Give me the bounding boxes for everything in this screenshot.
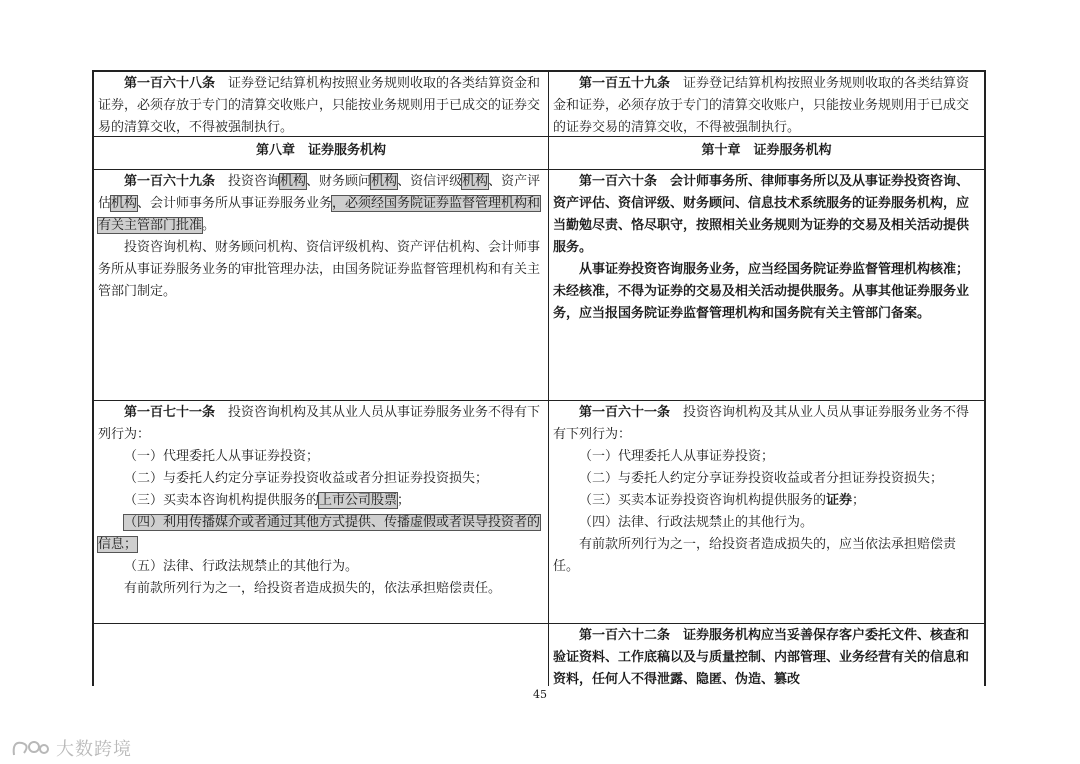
highlight-text: 机构 [111,196,138,211]
article-number: 第一百六十八条 [124,76,216,91]
comparison-table [92,70,986,686]
text-run: ； [852,493,866,508]
text-run: 投资咨询机构及其从业人员从事证券服务业务不得有下列行为： [98,405,541,442]
highlight-text: （四）利用传播媒介或者通过其他方式提供、传播虚假或者误导投资者的信息； [98,515,541,552]
list-item: （二）与委托人约定分享证券投资收益或者分担证券投资损失； [124,471,489,486]
paragraph: 第一百六十条 会计师事务所、律师事务所以及从事证券投资咨询、资产评估、资信评级、财务顾问、信息技术系统服务的证券服务机构，应当勤勉尽责、恪尽职守，按照相关业务规则为证券的交易及相关活动提供服务。 [552,174,969,255]
text-run: 。 [202,218,216,233]
article-number: 第一百五十九条 [578,76,670,91]
highlight-text: 上市公司股票 [319,493,398,508]
list-item: （五）法律、行政法规禁止的其他行为。 [124,559,359,574]
highlight-text: 机构 [280,174,307,189]
old-article-168 [94,72,549,136]
article-text: 证券登记结算机构按照业务规则收取的各类结算资金和证券，必须存放于专门的清算交收账户，只能按业务规则用于已成交的证券交易的清算交收，不得被强制执行。 [98,76,541,135]
text-run: ； [397,493,411,508]
page-number: 45 [533,688,547,701]
watermark-logo-icon [10,737,50,759]
table-row [94,137,984,170]
chapter-heading-left: 第八章 证券服务机构 [94,137,549,169]
list-item: （二）与委托人约定分享证券投资收益或者分担证券投资损失； [578,471,943,486]
highlight-text: ，必须经国务院证券监督管理机构和有关主管部门批准 [98,196,541,233]
text-run: 证券 [826,493,853,508]
text-run: 、财务顾问 [306,174,372,189]
text-run: 、资产评估 [98,174,541,211]
paragraph: 有前款所列行为之一，给投资者造成损失的，应当依法承担赔偿责任。 [552,537,956,574]
chapter-heading-right: 第十章 证券服务机构 [701,143,832,158]
table-row [94,401,984,624]
table-row [94,72,984,137]
paragraph: 投资咨询机构、财务顾问机构、资信评级机构、资产评估机构、会计师事务所从事证券服务业务的审批管理办法，由国务院证券监督管理机构和有关主管部门制定。 [98,240,541,299]
article-number: 第一百六十九条 [124,174,216,189]
text-run: （三）买卖本证券投资咨询机构提供服务的 [578,493,826,508]
highlight-text: 机构 [371,174,398,189]
table-row [94,170,984,401]
list-item: （四）法律、行政法规禁止的其他行为。 [578,515,813,530]
article-number: 第一百六十一条 [578,405,670,420]
text-run: 投资咨询 [215,174,281,189]
old-article-171 [94,401,549,623]
empty-cell [94,624,549,686]
paragraph: 有前款所列行为之一，给投资者造成损失的，依法承担赔偿责任。 [124,581,502,596]
new-article-161 [549,401,984,623]
watermark [10,735,132,761]
article-number: 第一百七十一条 [124,405,216,420]
new-article-159 [549,72,984,136]
new-article-162 [549,624,984,686]
text-run: 、资信评级 [397,174,463,189]
text-run: 、会计师事务所从事证券服务业务 [137,196,333,211]
list-item: （一）代理委托人从事证券投资； [124,449,320,464]
old-article-169 [94,170,549,400]
list-item: （一）代理委托人从事证券投资； [578,449,774,464]
article-text: 证券登记结算机构按照业务规则收取的各类结算资金和证券，必须存放于专门的清算交收账户，只能按业务规则用于已成交的证券交易的清算交收，不得被强制执行。 [552,76,970,135]
highlight-text: 机构 [462,174,489,189]
table-row [94,624,984,686]
text-run: 投资咨询机构及其从业人员从事证券服务业务不得有下列行为： [552,405,970,442]
new-article-160 [549,170,984,400]
paragraph: 从事证券投资咨询服务业务，应当经国务院证券监督管理机构核准；未经核准，不得为证券的交易及相关活动提供服务。从事其他证券服务业务，应当报国务院证券监督管理机构和国务院有关主管部门备案。 [552,262,969,321]
watermark-text: 大数跨境 [56,739,132,760]
text-run: （三）买卖本咨询机构提供服务的 [124,493,320,508]
paragraph: 第一百六十二条 证券服务机构应当妥善保存客户委托文件、核查和验证资料、工作底稿以及与质量控制、内部管理、业务经营有关的信息和资料，任何人不得泄露、隐匿、伪造、篡改 [552,628,969,687]
